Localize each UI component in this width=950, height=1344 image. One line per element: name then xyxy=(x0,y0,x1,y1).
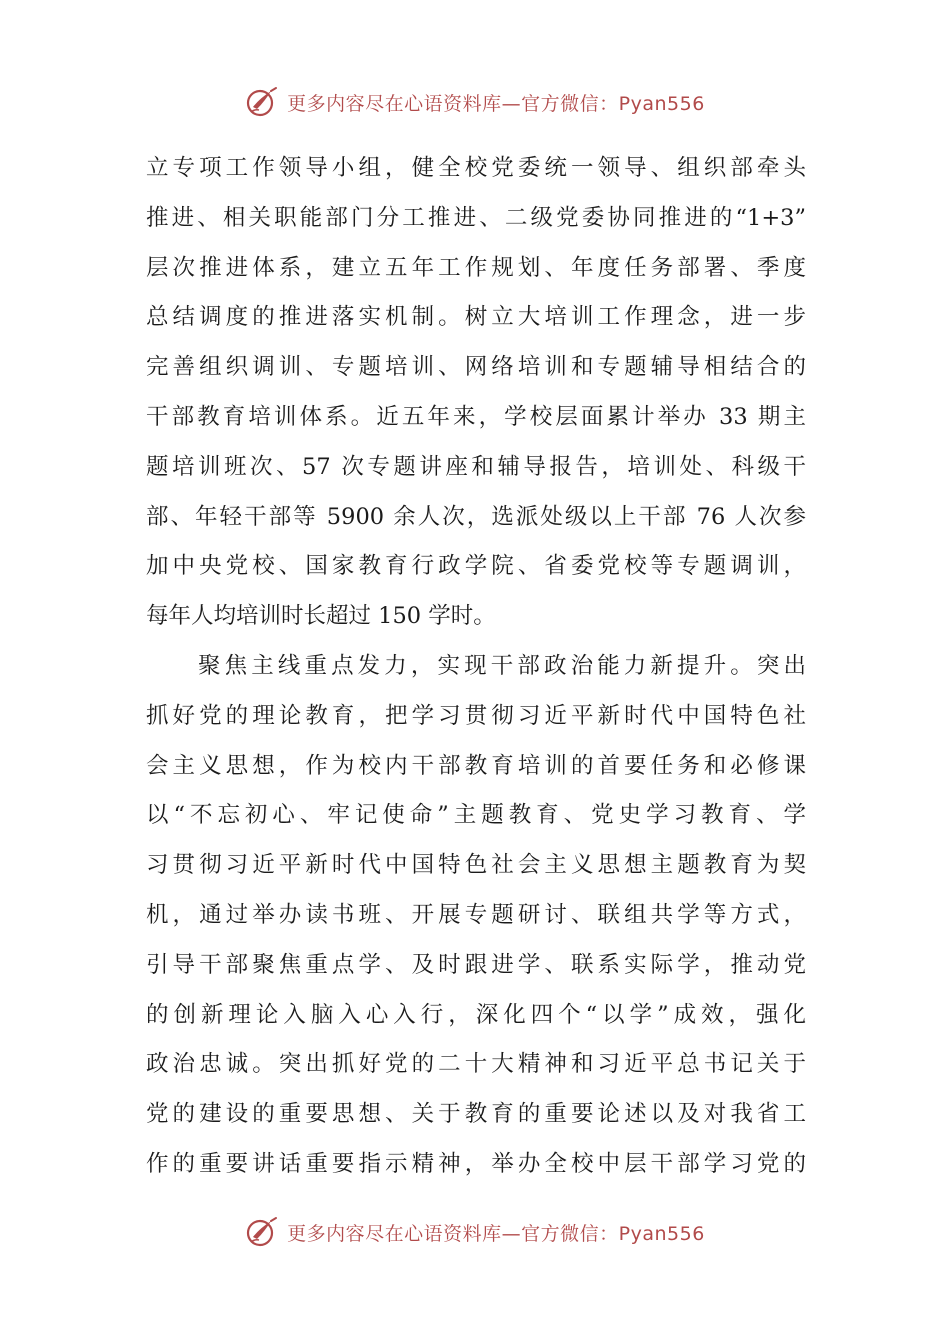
pen-logo-icon xyxy=(245,85,279,119)
text-line: 的创新理论入脑入心入行，深化四个“以学”成效，强化 xyxy=(146,1001,806,1028)
footer-watermark-banner xyxy=(0,1210,950,1254)
text-line: 作的重要讲话重要指示精神，举办全校中层干部学习党的 xyxy=(146,1150,806,1177)
text-line: 抓好党的理论教育，把学习贯彻习近平新时代中国特色社 xyxy=(146,702,806,729)
text-line: 机，通过举办读书班、开展专题研讨、联组共学等方式， xyxy=(146,901,806,928)
text-line: 立专项工作领导小组，健全校党委统一领导、组织部牵头 xyxy=(146,155,806,181)
paragraph-1 xyxy=(146,144,806,642)
text-line: 习贯彻习近平新时代中国特色社会主义思想主题教育为契 xyxy=(146,852,806,879)
text-line: 总结调度的推进落实机制。树立大培训工作理念，进一步 xyxy=(146,304,806,331)
text-line: 推进、相关职能部门分工推进、二级党委协同推进的“1+3” xyxy=(146,204,806,231)
pen-logo-icon xyxy=(245,1215,279,1249)
text-line: 每年人均培训时长超过 150 学时。 xyxy=(146,603,496,630)
text-line: 党的建设的重要思想、关于教育的重要论述以及对我省工 xyxy=(146,1101,806,1128)
text-line: 以“不忘初心、牢记使命”主题教育、党史学习教育、学 xyxy=(146,802,806,829)
text-line: 政治忠诚。突出抓好党的二十大精神和习近平总书记关于 xyxy=(146,1051,806,1078)
text-line: 题培训班次、57 次专题讲座和辅导报告，培训处、科级干 xyxy=(146,453,806,480)
text-line: 部、年轻干部等 5900 余人次，选派处级以上干部 76 人次参 xyxy=(146,503,806,530)
paragraph-2 xyxy=(146,642,806,1190)
text-line: 加中央党校、国家教育行政学院、省委党校等专题调训， xyxy=(146,553,806,580)
text-line: 会主义思想，作为校内干部教育培训的首要任务和必修课 xyxy=(146,752,806,779)
header-watermark-text: 更多内容尽在心语资料库—官方微信：Pyan556 xyxy=(287,92,705,115)
footer-watermark-text: 更多内容尽在心语资料库—官方微信：Pyan556 xyxy=(287,1222,705,1245)
header-watermark-banner xyxy=(0,80,950,124)
text-line: 层次推进体系，建立五年工作规划、年度任务部署、季度 xyxy=(146,254,806,281)
text-line: 引导干部聚焦重点学、及时跟进学、联系实际学，推动党 xyxy=(146,951,806,978)
text-line: 干部教育培训体系。近五年来，学校层面累计举办 33 期主 xyxy=(146,403,806,430)
document-body xyxy=(146,144,806,1190)
text-line: 聚焦主线重点发力，实现干部政治能力新提升。突出 xyxy=(198,652,806,679)
text-line: 完善组织调训、专题培训、网络培训和专题辅导相结合的 xyxy=(146,354,806,381)
